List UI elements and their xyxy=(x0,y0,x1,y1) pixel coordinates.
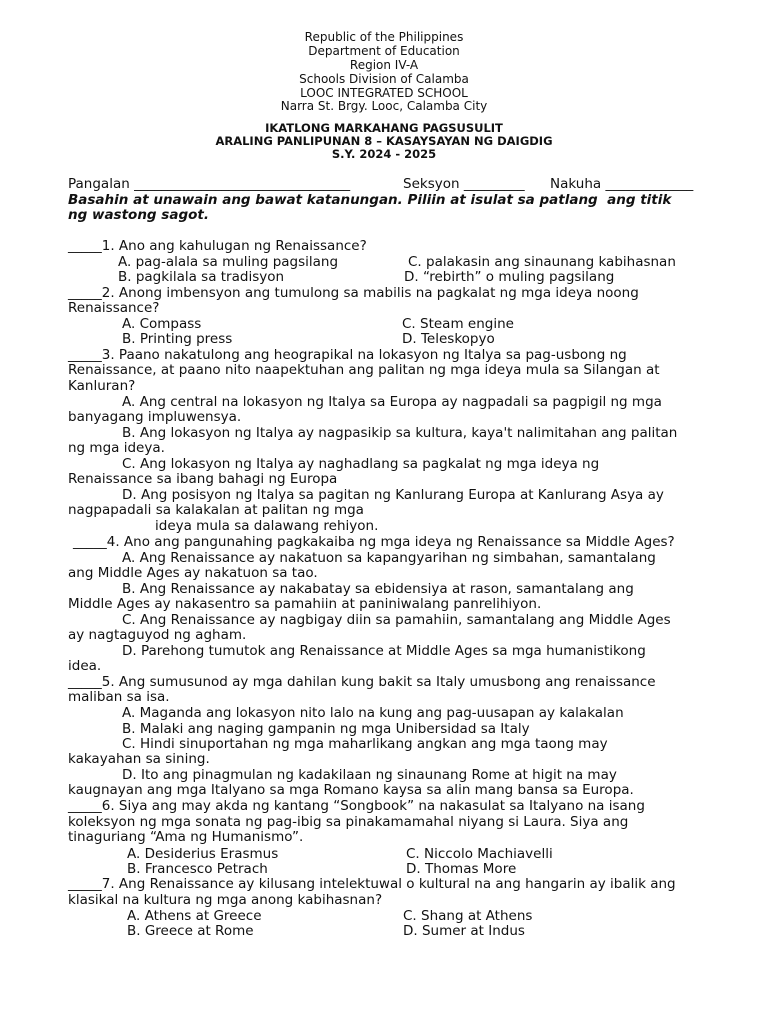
question-7-choice-d: D. Sumer at Indus xyxy=(403,923,525,939)
question-3-stem-1: _____3. Paano nakatulong ang heograpikal na lokasyon ng Italya sa pag-usbong ng xyxy=(68,347,627,363)
school-year: S.Y. 2024 - 2025 xyxy=(331,147,437,161)
question-1-choice-a: A. pag-alala sa muling pagsilang xyxy=(118,254,339,270)
question-6-stem-2: koleksyon ng mga sonata ng pag-ibig sa pinakamamahal niyang si Laura. Siya ang xyxy=(68,814,629,830)
question-2-choice-b: B. Printing press xyxy=(122,331,233,347)
question-5-choice-a: A. Maganda ang lokasyon nito lalo na kung ang pag-uusapan ay kalakalan xyxy=(122,705,624,721)
question-5-stem-2: maliban sa isa. xyxy=(68,689,170,705)
question-7-stem-1: _____7. Ang Renaissance ay kilusang intelektuwal o kultural na ang hangarin ay ibalik ang xyxy=(68,876,676,892)
question-6-stem-3: tinaguriang “Ama ng Humanismo”. xyxy=(68,829,304,845)
name-field[interactable]: Pangalan ________________________________ xyxy=(68,176,351,192)
question-4-stem: _____4. Ano ang pangunahing pagkakaiba ng mga ideya ng Renaissance sa Middle Ages? xyxy=(73,534,675,550)
exam-title: IKATLONG MARKAHANG PAGSUSULIT xyxy=(265,121,503,135)
question-2-stem-1: _____2. Anong imbensyon ang tumulong sa mabilis na pagkalat ng mga ideya noong xyxy=(68,285,639,301)
question-5-choice-c-2: kakayahan sa sining. xyxy=(68,751,210,767)
question-6-choice-c: C. Niccolo Machiavelli xyxy=(406,846,553,862)
question-3-choice-a-1: A. Ang central na lokasyon ng Italya sa Europa ay nagpadali sa pagpigil ng mga xyxy=(122,394,662,410)
header-division: Schools Division of Calamba xyxy=(299,72,469,86)
question-7-choice-b: B. Greece at Rome xyxy=(127,923,254,939)
question-4-choice-c-1: C. Ang Renaissance ay nagbigay diin sa pamahiin, samantalang ang Middle Ages xyxy=(122,612,671,628)
question-3-choice-b-1: B. Ang lokasyon ng Italya ay nagpasikip sa kultura, kaya't nalimitahan ang palitan xyxy=(122,425,678,441)
question-3-choice-d-1: D. Ang posisyon ng Italya sa pagitan ng Kanlurang Europa at Kanlurang Asya ay xyxy=(122,487,664,503)
question-3-choice-c-2: Renaissance sa ibang bahagi ng Europa xyxy=(68,471,338,487)
question-2-choice-d: D. Teleskopyo xyxy=(402,331,495,347)
score-field[interactable]: Nakuha _____________ xyxy=(550,176,694,192)
exam-subject: ARALING PANLIPUNAN 8 – KASAYSAYAN NG DAIGDIG xyxy=(215,134,553,148)
question-5-stem-1: _____5. Ang sumusunod ay mga dahilan kung bakit sa Italy umusbong ang renaissance xyxy=(68,674,656,690)
question-3-stem-2: Renaissance, at paano nito naapektuhan ang palitan ng mga ideya mula sa Silangan at xyxy=(68,362,660,378)
question-4-choice-b-2: Middle Ages ay nakasentro sa pamahiin at paniniwalang panrelihiyon. xyxy=(68,596,542,612)
question-3-choice-a-2: banyagang impluwensya. xyxy=(68,409,242,425)
question-1-choice-b: B. pagkilala sa tradisyon xyxy=(118,269,285,285)
question-3-choice-c-1: C. Ang lokasyon ng Italya ay naghadlang sa pagkalat ng mga ideya ng xyxy=(122,456,600,472)
question-4-choice-a-2: ang Middle Ages ay nakatuon sa tao. xyxy=(68,565,318,581)
question-4-choice-c-2: ay nagtaguyod ng agham. xyxy=(68,627,247,643)
question-5-choice-c-1: C. Hindi sinuportahan ng mga maharlikang angkan ang mga taong may xyxy=(122,736,608,752)
header-region: Region IV-A xyxy=(349,58,419,72)
header-school: LOOC INTEGRATED SCHOOL xyxy=(300,86,468,100)
header-department: Department of Education xyxy=(308,44,460,58)
question-7-choice-a: A. Athens at Greece xyxy=(127,908,262,924)
question-6-choice-d: D. Thomas More xyxy=(406,861,517,877)
question-6-choice-a: A. Desiderius Erasmus xyxy=(127,846,279,862)
question-7-stem-2: klasikal na kultura ng mga anong kabihasnan? xyxy=(68,892,383,908)
question-5-choice-d-1: D. Ito ang pinagmulan ng kadakilaan ng sinaunang Rome at higit na may xyxy=(122,767,617,783)
instructions-line-2: ng wastong sagot. xyxy=(68,207,209,223)
section-field[interactable]: Seksyon _________ xyxy=(403,176,525,192)
header-address: Narra St. Brgy. Looc, Calamba City xyxy=(280,99,488,113)
question-4-choice-d-2: idea. xyxy=(68,658,102,674)
question-6-stem-1: _____6. Siya ang may akda ng kantang “Songbook” na nakasulat sa Italyano na isang xyxy=(68,798,645,814)
question-5-choice-d-2: kaugnayan ang mga Italyano sa mga Romano kaysa sa alin mang bansa sa Europa. xyxy=(68,782,634,798)
question-4-choice-d-1: D. Parehong tumutok ang Renaissance at Middle Ages sa mga humanistikong xyxy=(122,643,646,659)
question-3-choice-b-2: ng mga ideya. xyxy=(68,440,165,456)
question-1-stem: _____1. Ano ang kahulugan ng Renaissance? xyxy=(68,238,367,254)
question-5-choice-b: B. Malaki ang naging gampanin ng mga Unibersidad sa Italy xyxy=(122,721,530,737)
question-3-stem-3: Kanluran? xyxy=(68,378,136,394)
question-1-choice-c: C. palakasin ang sinaunang kabihasnan xyxy=(408,254,676,270)
question-4-choice-a-1: A. Ang Renaissance ay nakatuon sa kapangyarihan ng simbahan, samantalang xyxy=(122,550,656,566)
instructions-line-1: Basahin at unawain ang bawat katanungan. Piliin at isulat sa patlang ang titik xyxy=(68,192,672,208)
question-3-choice-d-2: nagpapadali sa kalakalan at palitan ng mga xyxy=(68,502,364,518)
question-4-choice-b-1: B. Ang Renaissance ay nakabatay sa ebidensiya at rason, samantalang ang xyxy=(122,581,634,597)
question-6-choice-b: B. Francesco Petrach xyxy=(127,861,268,877)
question-7-choice-c: C. Shang at Athens xyxy=(403,908,533,924)
question-1-choice-d: D. “rebirth” o muling pagsilang xyxy=(404,269,615,285)
question-2-stem-2: Renaissance? xyxy=(68,300,160,316)
question-3-choice-d-3: ideya mula sa dalawang rehiyon. xyxy=(155,518,379,534)
question-2-choice-c: C. Steam engine xyxy=(402,316,514,332)
question-2-choice-a: A. Compass xyxy=(122,316,202,332)
header-republic: Republic of the Philippines xyxy=(304,30,464,44)
